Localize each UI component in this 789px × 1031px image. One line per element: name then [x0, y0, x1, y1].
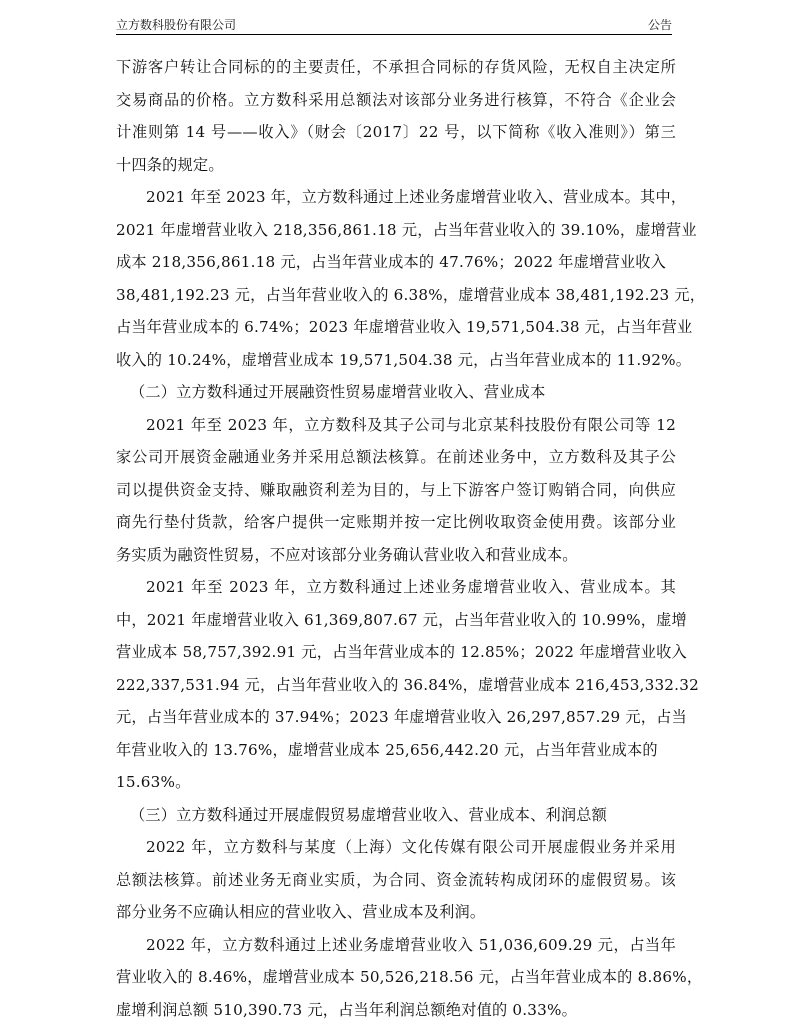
paragraph-start-line: 2021 年至 2023 年，立方数科及其子公司与北京某科技股份有限公司等 12	[116, 414, 676, 447]
section-heading-3: （三）立方数科通过开展虚假贸易虚增营业收入、营业成本、利润总额	[116, 804, 676, 837]
paragraph-start-line: 2021 年至 2023 年，立方数科通过上述业务虚增营业收入、营业成本。其中，	[116, 186, 676, 219]
text-line: 年营业收入的 13.76%，虚增营业成本 25,656,442.20 元，占当年营业成本的	[116, 739, 676, 772]
section-heading-2: （二）立方数科通过开展融资性贸易虚增营业收入、营业成本	[116, 381, 676, 414]
text-line: 家公司开展资金融通业务并采用总额法核算。在前述业务中，立方数科及其子公	[116, 446, 676, 479]
text-line: 总额法核算。前述业务无商业实质，为合同、资金流转构成闭环的虚假贸易。该	[116, 869, 676, 902]
text-line: 营业成本 58,757,392.91 元，占当年营业成本的 12.85%；2022 年虚增营业收入	[116, 641, 676, 674]
text-line: 商先行垫付货款，给客户提供一定账期并按一定比例收取资金使用费。该部分业	[116, 511, 676, 544]
text-line: 38,481,192.23 元，占当年营业收入的 6.38%，虚增营业成本 38,481,192.23 元，	[116, 284, 676, 317]
paragraph-start-line: 2022 年，立方数科与某度（上海）文化传媒有限公司开展虚假业务并采用	[116, 836, 676, 869]
text-line: 计准则第 14 号——收入》（财会〔2017〕22 号，以下简称《收入准则》）第三	[116, 121, 676, 154]
text-line: 15.63%。	[116, 771, 676, 804]
text-line: 司以提供资金支持、赚取融资利差为目的，与上下游客户签订购销合同，向供应	[116, 479, 676, 512]
text-line: 占当年营业成本的 6.74%；2023 年虚增营业收入 19,571,504.38 元，占当年营业	[116, 316, 676, 349]
company-name: 立方数科股份有限公司	[116, 16, 236, 34]
text-line: 成本 218,356,861.18 元，占当年营业成本的 47.76%；2022 年虚增营业收入	[116, 251, 676, 284]
text-line: 元，占当年营业成本的 37.94%；2023 年虚增营业收入 26,297,857.29 元，占当	[116, 706, 676, 739]
text-line: 2021 年虚增营业收入 218,356,861.18 元，占当年营业收入的 39.10%，虚增营业	[116, 219, 676, 252]
text-line: 收入的 10.24%，虚增营业成本 19,571,504.38 元，占当年营业成本的 11.92%。	[116, 349, 676, 382]
paragraph-start-line: 2022 年，立方数科通过上述业务虚增营业收入 51,036,609.29 元，占当年	[116, 934, 676, 967]
text-line: 下游客户转让合同标的的主要责任，不承担合同标的存货风险，无权自主决定所	[116, 56, 676, 89]
text-line: 十四条的规定。	[116, 154, 676, 187]
text-line: 虚增利润总额 510,390.73 元，占当年利润总额绝对值的 0.33%。	[116, 999, 676, 1031]
text-line: 务实质为融资性贸易，不应对该部分业务确认营业收入和营业成本。	[116, 544, 676, 577]
page-header	[116, 14, 672, 35]
document-body	[116, 56, 676, 1031]
document-type: 公告	[648, 16, 672, 34]
text-line: 营业收入的 8.46%，虚增营业成本 50,526,218.56 元，占当年营业成本的 8.86%，	[116, 966, 676, 999]
text-line: 交易商品的价格。立方数科采用总额法对该部分业务进行核算，不符合《企业会	[116, 89, 676, 122]
text-line: 部分业务不应确认相应的营业收入、营业成本及利润。	[116, 901, 676, 934]
text-line: 222,337,531.94 元，占当年营业收入的 36.84%，虚增营业成本 216,453,332.32	[116, 674, 676, 707]
paragraph-start-line: 2021 年至 2023 年，立方数科通过上述业务虚增营业收入、营业成本。其	[116, 576, 676, 609]
text-line: 中，2021 年虚增营业收入 61,369,807.67 元，占当年营业收入的 10.99%，虚增	[116, 609, 676, 642]
